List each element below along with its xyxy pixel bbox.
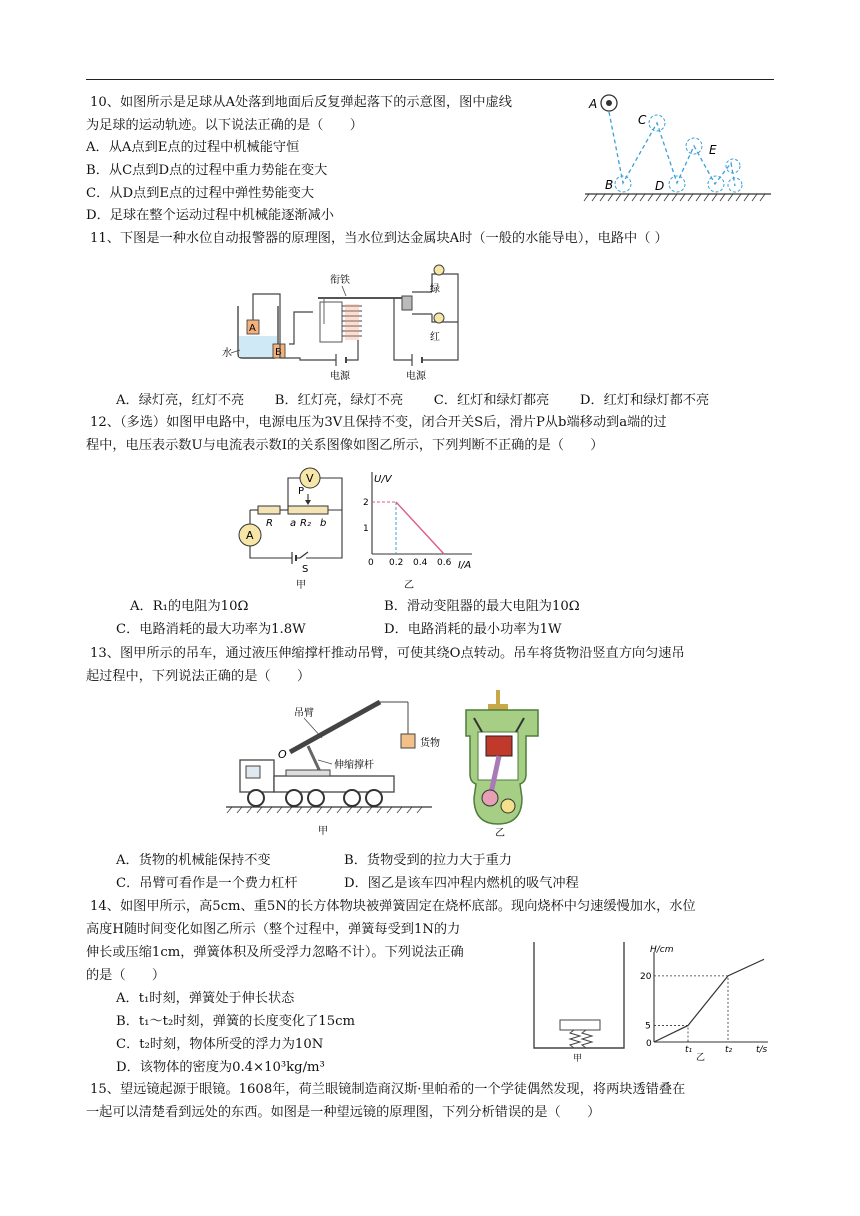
q14-option-c: C．t₂时刻，物体所受的浮力为10N [116, 1037, 324, 1052]
piston [486, 736, 512, 756]
wheel-1 [248, 790, 264, 806]
a-label: a [290, 518, 297, 529]
wheel-5 [366, 790, 382, 806]
q14-beaker [534, 942, 624, 1048]
q14-tick-t2: t₂ [725, 1045, 733, 1055]
q14-tick-y20: 20 [640, 971, 652, 982]
wheel-4 [344, 790, 360, 806]
q12-uv-chart [360, 466, 482, 592]
q10-option-b: B．从C点到D点的过程中重力势能在变大 [86, 163, 328, 178]
ball-bounce-3 [708, 176, 724, 192]
q10-stem-line1: 10、如图所示是足球从A处落到地面后反复弹起落下的示意图，图中虚线 [90, 95, 512, 110]
q12-tick-x06: 0.6 [437, 558, 452, 568]
electromagnet-frame [320, 302, 342, 342]
q13-stem-line1: 13、图甲所示的吊车，通过液压伸缩撑杆推动吊臂，可使其绕O点转动。吊车将货物沿竖直方向匀速吊 [90, 646, 685, 661]
wheel-3 [308, 790, 324, 806]
voltmeter-wire-right [320, 478, 342, 510]
q12-tick-x02: 0.2 [389, 558, 404, 568]
q12-option-b: B．滑动变阻器的最大电阻为10Ω [384, 599, 580, 614]
q15-stem-line2: 一起可以清楚看到远处的东西。如图是一种望远镜的原理图，下列分析错误的是（ ） [86, 1105, 601, 1120]
green-lamp-icon [434, 265, 444, 275]
block-b-label: B [275, 347, 282, 358]
q10-stem-line2: 为足球的运动轨迹。以下说法正确的是（ ） [86, 118, 363, 133]
soccer-ball-patch [606, 100, 612, 106]
arm-label: 吊臂 [294, 708, 314, 719]
yi-caption: 乙 [404, 580, 414, 591]
green-lamp-label: 绿 [430, 284, 440, 295]
label-b: B [605, 178, 614, 192]
arm-leader [304, 718, 322, 738]
q13-stem-line2: 起过程中，下列说法正确的是（ ） [86, 669, 311, 684]
s-label: S [302, 564, 309, 575]
water-fill [239, 336, 277, 357]
q14-tick-t1: t₁ [685, 1045, 693, 1055]
rod-leader [318, 760, 332, 764]
r2-label: R₂ [300, 518, 311, 529]
r-label: R [266, 518, 273, 529]
b-label: b [320, 518, 327, 529]
red-lamp-icon [434, 313, 444, 323]
q14-tick-y5: 5 [645, 1021, 651, 1032]
p-label: P [298, 486, 305, 497]
q12-data-line [396, 502, 444, 554]
q14-guide-t2 [654, 976, 728, 1042]
q14-stem-line4: 的是（ ） [86, 968, 166, 983]
iron-core [345, 304, 359, 340]
q14-tick-origin: 0 [646, 1039, 652, 1049]
cab-window [246, 766, 260, 778]
q14-spring [570, 1030, 580, 1048]
q14-stem-line1: 14、如图甲所示，高5cm、重5N的长方体物块被弹簧固定在烧杯底部。现向烧杯中匀速缓慢加水，水位 [90, 899, 696, 914]
q14-data-line [654, 959, 764, 1042]
q11-water-alarm-figure [218, 258, 466, 382]
voltmeter-label: V [306, 472, 314, 485]
q14-y-label: H/cm [650, 945, 674, 955]
q12-circuit-figure [232, 460, 362, 592]
q12-option-a: A．R₁的电阻为10Ω [130, 599, 249, 614]
q14-jia-caption: 甲 [573, 1054, 583, 1064]
crane-jia-caption: 甲 [318, 826, 328, 837]
q12-option-c: C．电路消耗的最大功率为1.8W [116, 622, 306, 637]
label-e: E [709, 143, 717, 157]
q13-option-b: B．货物受到的拉力大于重力 [344, 853, 512, 868]
q12-x-label: I/A [458, 560, 472, 571]
q11-options: A．绿灯亮，红灯不亮 B．红灯亮，绿灯不亮 C．红灯和绿灯都亮 D．红灯和绿灯都不亮 [116, 393, 710, 408]
q10-option-d: D．足球在整个运动过程中机械能逐渐减小 [86, 208, 334, 223]
crankshaft [482, 790, 498, 806]
crane-ground-hatching [227, 807, 422, 813]
q10-option-c: C．从D点到E点的过程中弹性势能变大 [86, 186, 315, 201]
q12-y-label: U/V [374, 474, 392, 485]
q14-stem-line2: 高度H随时间变化如图乙所示（整个过程中，弹簧每受到1N的力 [86, 922, 461, 937]
q10-option-a: A．从A点到E点的过程中机械能守恒 [86, 140, 300, 155]
water-label: 水 [222, 348, 232, 359]
q12-tick-y1: 1 [363, 524, 369, 534]
armature-label: 衔铁 [330, 275, 350, 286]
q10-bounce-figure [583, 88, 773, 210]
q13-crane-figure [222, 690, 440, 848]
q14-block [560, 1020, 600, 1030]
spark-plug-base [488, 704, 508, 710]
control-wire-b [289, 312, 313, 344]
jia-caption: 甲 [296, 580, 306, 591]
spark-plug [496, 690, 500, 706]
q12-tick-x0: 0 [368, 558, 374, 568]
pivot-o-label: O [278, 748, 287, 761]
label-d: D [655, 179, 665, 193]
q13-option-c: C．吊臂可看作是一个费力杠杆 [116, 876, 298, 891]
turntable [286, 770, 330, 776]
source1-label: 电源 [330, 371, 350, 382]
q14-spring-2 [582, 1030, 592, 1048]
q11-stem: 11、下图是一种水位自动报警器的原理图，当水位到达金属块A时（一般的水能导电），电路中（ ） [90, 231, 668, 246]
q14-height-chart [632, 942, 772, 1064]
q14-option-a: A．t₁时刻，弹簧处于伸长状态 [116, 991, 295, 1006]
q14-yi-caption: 乙 [696, 1053, 706, 1063]
control-wire-return [346, 340, 358, 360]
switch-s [300, 552, 308, 558]
armature-leader [342, 286, 346, 296]
q12-tick-x04: 0.4 [413, 558, 428, 568]
q13-option-a: A．货物的机械能保持不变 [116, 853, 271, 868]
q14-stem-line3: 伸长或压缩1cm，弹簧体积及所受浮力忽略不计）。下列说法正确 [86, 945, 464, 960]
ammeter-label: A [246, 529, 254, 542]
engine-yi-caption: 乙 [495, 828, 505, 839]
rod-label: 伸缩撑杆 [334, 760, 374, 771]
block-a-label: A [249, 323, 256, 334]
q14-option-d: D．该物体的密度为0.4×10³kg/m³ [116, 1060, 325, 1075]
q13-option-d: D．图乙是该车四冲程内燃机的吸气冲程 [344, 876, 579, 891]
q14-beaker-figure [530, 940, 628, 1064]
label-a: A [589, 97, 598, 111]
source2-label: 电源 [406, 371, 426, 382]
q14-x-label: t/s [756, 1045, 768, 1055]
q15-stem-line1: 15、望远镜起源于眼镜。1608年，荷兰眼镜制造商汉斯·里帕希的一个学徒偶然发现，将两块透错叠在 [90, 1082, 686, 1097]
cargo-label: 货物 [420, 738, 440, 749]
wire-left-lower [250, 546, 292, 558]
flywheel [501, 799, 515, 813]
q12-stem-line1: 12、（多选）如图甲电路中，电源电压为3V且保持不变，闭合开关S后，滑片P从b端移动到a端的过 [90, 415, 667, 430]
rheostat-r2 [288, 506, 328, 514]
label-c: C [638, 113, 647, 127]
header-rule [86, 79, 774, 80]
q12-tick-y2: 2 [363, 498, 369, 508]
q13-engine-figure [452, 686, 552, 838]
wheel-2 [286, 790, 302, 806]
q14-option-b: B．t₁～t₂时刻，弹簧的长度变化了15cm [116, 1014, 355, 1029]
q12-option-d: D．电路消耗的最小功率为1W [384, 622, 562, 637]
q12-stem-line2: 程中，电压表示数U与电流表示数I的关系图像如图乙所示，下列判断不正确的是（ ） [86, 438, 604, 453]
cargo-box [401, 734, 415, 748]
contact-block [402, 296, 412, 310]
resistor-r1 [258, 506, 280, 514]
slider-p-arrow [305, 500, 311, 505]
ground-hatching [584, 194, 765, 201]
red-lamp-label: 红 [430, 332, 440, 343]
